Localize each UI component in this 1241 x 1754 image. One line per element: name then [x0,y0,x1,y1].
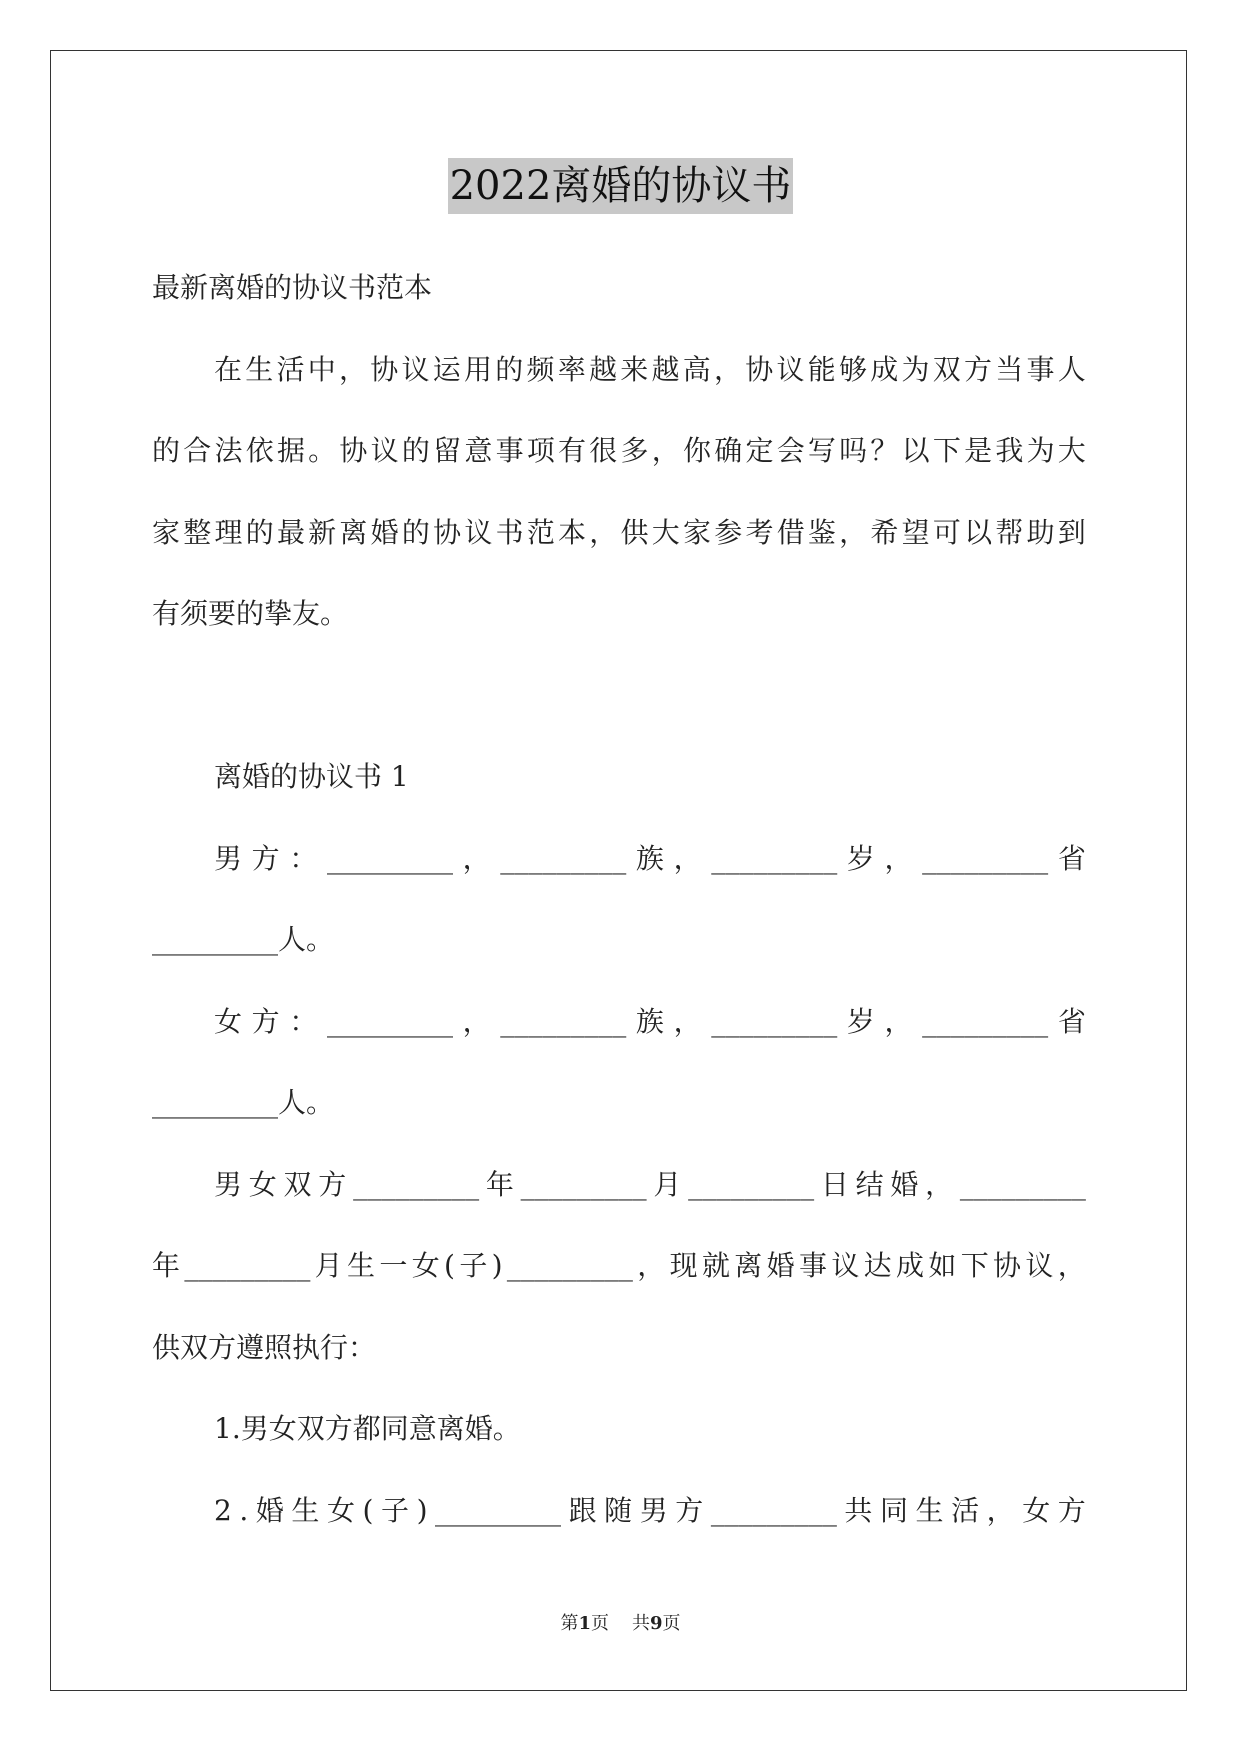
text-glyph: 月 [653,1168,682,1201]
text-glyph: 我 [995,434,1024,467]
section-heading: 离婚的协议书 1 [214,760,409,793]
text-glyph: 如 [928,1249,957,1282]
text-glyph: 族 [635,842,664,875]
text-glyph: 能 [807,353,836,386]
text-glyph: 下 [932,434,961,467]
text-glyph: _________ [688,1168,815,1201]
text-glyph: _________ [710,1494,837,1527]
text-glyph: 婚 [890,1168,919,1201]
intro-line-3 [152,513,1086,553]
female-info-line-2: _________人。 [152,1086,335,1119]
text-glyph: 书 [495,516,524,549]
text-glyph: ， [462,842,491,875]
text-glyph: 岁 [846,1005,875,1038]
text-glyph: 成 [870,353,899,386]
text-glyph: 岁 [846,842,875,875]
text-glyph: 同 [879,1494,908,1527]
text-glyph: 成 [896,1249,925,1282]
text-glyph: 的 [401,434,430,467]
text-glyph: 用 [464,353,493,386]
text-glyph: _________ [326,842,453,875]
text-glyph: ， [462,1005,491,1038]
text-glyph: _________ [326,1005,453,1038]
text-glyph: 法 [214,434,243,467]
text-glyph: ？ [870,434,899,467]
text-glyph: 女 [411,1249,440,1282]
text-glyph: 议 [464,516,493,549]
text-glyph: 帮 [995,516,1024,549]
text-glyph: 的 [401,516,430,549]
text-glyph: 方 [1057,1494,1086,1527]
text-glyph: 家 [682,516,711,549]
text-glyph: 生 [245,353,274,386]
text-glyph: _________ [711,842,838,875]
footer-page-number: 1 [578,1613,592,1634]
text-glyph: 生 [347,1249,376,1282]
page-footer [0,1612,1241,1636]
text-glyph: 离 [339,516,368,549]
text-glyph: ， [673,1005,702,1038]
text-glyph: 省 [1057,842,1086,875]
text-glyph: 吗 [839,434,868,467]
text-glyph: 以 [901,434,930,467]
text-glyph: 是 [964,434,993,467]
text-glyph: _________ [711,1005,838,1038]
text-glyph: 生 [915,1494,944,1527]
intro-line-2 [152,431,1086,471]
text-glyph: 共 [844,1494,873,1527]
clause-2 [214,1491,1086,1531]
text-glyph: 项 [526,434,555,467]
text-glyph: ， [651,434,680,467]
intro-line-1 [214,350,1086,390]
text-glyph: 大 [1057,434,1086,467]
text-glyph: 男 [639,1494,668,1527]
text-glyph: 协 [993,1249,1022,1282]
text-glyph: 考 [745,516,774,549]
text-glyph: 中 [307,353,336,386]
title-wrap [0,158,1241,214]
text-glyph: 族 [635,1005,664,1038]
text-glyph: 多 [620,434,649,467]
text-glyph: _________ [500,1005,627,1038]
text-glyph: _________ [500,842,627,875]
text-glyph: 方 [251,1005,280,1038]
text-glyph: 来 [620,353,649,386]
marriage-line-3: 供双方遵照执行： [152,1331,377,1364]
text-glyph: ) [491,1249,503,1282]
text-glyph: _________ [184,1249,311,1282]
text-glyph: 婚 [370,516,399,549]
text-glyph: 希 [870,516,899,549]
text-glyph: 理 [214,516,243,549]
text-glyph: 到 [1057,516,1086,549]
text-glyph: ， [884,1005,913,1038]
text-glyph: ， [589,516,618,549]
text-glyph: 女 [326,1494,355,1527]
text-glyph: 借 [776,516,805,549]
text-glyph: 越 [589,353,618,386]
text-glyph: . [239,1494,249,1527]
text-glyph: 议 [401,353,430,386]
text-glyph: 协 [339,434,368,467]
text-glyph: 方 [251,842,280,875]
text-glyph: 合 [183,434,212,467]
text-glyph: _________ [506,1249,633,1282]
text-glyph: 就 [701,1249,730,1282]
text-glyph: ， [884,842,913,875]
text-glyph: 当 [995,353,1024,386]
text-glyph: 一 [379,1249,408,1282]
text-glyph: 够 [839,353,868,386]
text-glyph: 助 [1026,516,1055,549]
text-glyph: 下 [960,1249,989,1282]
text-glyph: 留 [433,434,462,467]
text-glyph: 为 [901,353,930,386]
text-glyph: 家 [152,516,181,549]
text-glyph: 运 [432,353,461,386]
text-glyph: ( [362,1494,374,1527]
text-glyph: 本 [558,516,587,549]
text-glyph: 新 [308,516,337,549]
text-glyph: 频 [526,353,555,386]
footer-page-prefix: 第 [560,1613,579,1634]
female-info-line-1 [214,1002,1086,1042]
text-glyph: 以 [964,516,993,549]
text-glyph: 最 [276,516,305,549]
footer-total-prefix: 共 [631,1613,650,1634]
text-glyph: 人 [1057,353,1086,386]
marriage-line-1 [214,1165,1086,1205]
text-glyph: 为 [1026,434,1055,467]
text-glyph: 议 [831,1249,860,1282]
text-glyph: 活 [951,1494,980,1527]
text-glyph: 的 [495,353,524,386]
text-glyph: 据 [276,434,305,467]
text-glyph: 会 [776,434,805,467]
text-glyph: 省 [1057,1005,1086,1038]
text-glyph: ， [637,1249,666,1282]
text-glyph: 双 [283,1168,312,1201]
clause-1: 1.男女双方都同意离婚。 [214,1412,521,1445]
text-glyph: 婚 [255,1494,284,1527]
text-glyph: ( [444,1249,455,1282]
text-glyph: 事 [798,1249,827,1282]
text-glyph: 很 [589,434,618,467]
text-glyph: 离 [734,1249,763,1282]
text-glyph: ) [416,1494,428,1527]
text-glyph: 参 [714,516,743,549]
text-glyph: 子 [381,1494,410,1527]
text-glyph: 活 [276,353,305,386]
text-glyph: 方 [318,1168,347,1201]
text-glyph: 日 [820,1168,849,1201]
text-glyph: 整 [183,516,212,549]
text-glyph: 月 [314,1249,343,1282]
document-title: 2022离婚的协议书 [448,158,794,214]
text-glyph: 随 [604,1494,633,1527]
male-info-line-2: _________人。 [152,923,335,956]
text-glyph: 率 [557,353,586,386]
text-glyph: ， [673,842,702,875]
text-glyph: 协 [745,353,774,386]
text-glyph: _________ [520,1168,647,1201]
text-glyph: 依 [245,434,274,467]
text-glyph: 双 [932,353,961,386]
text-glyph: 越 [651,353,680,386]
text-glyph: 范 [526,516,555,549]
text-glyph: ， [339,353,368,386]
footer-page-suffix: 页 [591,1613,610,1634]
text-glyph: 现 [669,1249,698,1282]
text-glyph: 确 [714,434,743,467]
text-glyph: 生 [291,1494,320,1527]
text-glyph: ： [289,842,318,875]
text-glyph: 跟 [568,1494,597,1527]
text-glyph: 协 [433,516,462,549]
male-info-line-1 [214,839,1086,879]
text-glyph: _________ [353,1168,480,1201]
text-glyph: 议 [370,434,399,467]
text-glyph: 大 [651,516,680,549]
text-glyph: _________ [922,1005,1049,1038]
text-glyph: 婚 [766,1249,795,1282]
text-glyph: 达 [863,1249,892,1282]
text-glyph: 议 [1025,1249,1054,1282]
text-glyph: 女 [1022,1494,1051,1527]
text-glyph: 的 [152,434,181,467]
text-glyph: 结 [855,1168,884,1201]
text-glyph: 望 [901,516,930,549]
text-glyph: 供 [620,516,649,549]
marriage-line-2 [152,1246,1086,1286]
text-glyph: ， [839,516,868,549]
text-glyph: ， [714,353,743,386]
intro-line-4: 有须要的挚友。 [152,597,349,630]
text-glyph: 在 [214,353,243,386]
text-glyph: ， [1057,1249,1086,1282]
text-glyph: 2 [214,1494,232,1527]
text-glyph: 男 [214,842,243,875]
text-glyph: 可 [932,516,961,549]
text-glyph: 男 [214,1168,243,1201]
text-glyph: 女 [214,1005,243,1038]
text-glyph: 年 [485,1168,514,1201]
text-glyph: _________ [435,1494,562,1527]
text-glyph: 有 [558,434,587,467]
text-glyph: _________ [959,1168,1086,1201]
text-glyph: ： [289,1005,318,1038]
text-glyph: 。 [308,434,337,467]
footer-total-pages: 9 [649,1613,663,1634]
text-glyph: 方 [964,353,993,386]
text-glyph: 子 [459,1249,488,1282]
text-glyph: 意 [464,434,493,467]
text-glyph: 的 [245,516,274,549]
text-glyph: 女 [248,1168,277,1201]
text-glyph: 你 [682,434,711,467]
text-glyph: _________ [922,842,1049,875]
text-glyph: ， [986,1494,1015,1527]
text-glyph: 年 [152,1249,181,1282]
document-subtitle: 最新离婚的协议书范本 [152,271,433,304]
text-glyph: 鉴 [807,516,836,549]
text-glyph: 定 [745,434,774,467]
text-glyph: 写 [807,434,836,467]
text-glyph: 事 [495,434,524,467]
text-glyph: ， [925,1168,954,1201]
footer-total-suffix: 页 [662,1613,681,1634]
text-glyph: 事 [1026,353,1055,386]
text-glyph: 高 [682,353,711,386]
text-glyph: 协 [370,353,399,386]
text-glyph: 议 [776,353,805,386]
text-glyph: 方 [675,1494,704,1527]
